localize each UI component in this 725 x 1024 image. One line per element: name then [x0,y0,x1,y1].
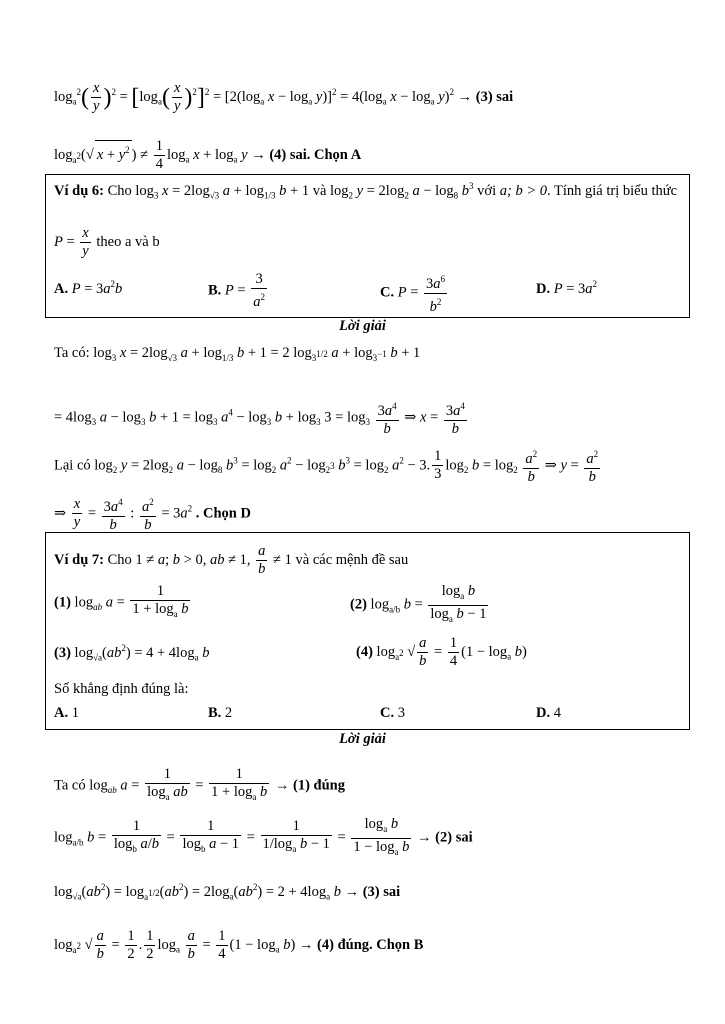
ex6-expression: P = $\frac{x}{y}$ theo a và b [54,225,160,259]
intro-result-3: → (3) sai [457,88,514,105]
sol6-line-2: = $4\log_3$ $a - \log_3 b + 1 = \log_3 a^4 - \log_3 b + \log_3 3 = \log_3$ $\frac{3a^4}{b}$ ⇒ x = $\frac{3a^4}{b}$ [54,398,469,438]
ex7-label: Ví dụ 7: [54,551,104,568]
sol7-line-3: $\log_{√a}(ab^2) = \log_{a^{1/2}}(ab^2) = 2\log_a(ab^2) = 2 + 4\log_a$ b → (3) sai [54,882,401,902]
intro-line-2: $\log_{a^2}(√$ $x + y^2$ ) ≠ $\frac{1}{4}$ $\log_a x + \log_a y \to (4)$ sai. Chọn A [54,138,362,172]
sol7-line-4: $\log_{a^2}$ √ $\frac{a}{b}$ = $\frac{1}{2}$ . $\frac{1}{2}$ $\log_a$ $\frac{a}{b}$ = $\frac{1}{4}$ $(1 - \log_a b) \to (4)$ đúng. Chọn B [54,928,424,962]
sol6-answer: . Chọn D [195,505,251,522]
ex7-option-d[interactable]: D. 4 [536,705,561,721]
sol7-result-4: → (4) đúng. Chọn B [298,936,424,953]
ex6-option-b[interactable]: B. P = $\frac{3}{a^2}$ [208,271,265,310]
example-7-box [45,532,690,730]
solution-7-title: Lời giải [339,731,386,747]
sol7-line-2: $\log_{a/b} b$ = $\frac{1}{\log_b a/b}$ = $\frac{1}{\log_b a - 1}$ = $\frac{1}{1/\log_a b - 1}$ = $\frac{\log_a b}{1 - \log_a b}$ → (2) sai [54,816,473,857]
ex6-option-d[interactable]: D. $P = 3a^2$ [536,279,598,297]
ex7-claim-3: (3) $\log_{√a}(ab^2) = 4 + 4\log_a$ b [54,643,210,663]
sol6-line-1: Ta có: $\log_3 x = 2\log_{√3}$ $a + \log_{1/3} b + 1 = 2$ $\log_{3^{1/2}} a + \log_{3^{-1}} b + 1$ [54,345,421,363]
solution-6-title: Lời giải [339,318,386,334]
intro-line-1: $\log_a^2$( $\frac{x}{y}$ )$^2 = [\log_a$( $\frac{x}{y}$ )$^2]^2 = [2(\log_a$ $x - \log_a y)]^2 = 4(\log_a$ $x - \log_a y)^2 \to (3)$ sai [54,80,514,114]
ex7-claim-2: (2) $\log_{a/b} b$ = $\frac{\log_a b}{\log_a b - 1}$ [350,583,487,624]
ex7-statement: Ví dụ 7: Cho 1 ≠ a; b > 0, ab ≠ 1, $\frac{a}{b}$ ≠ 1 và các mệnh đề sau [54,543,409,577]
ex7-claim-1: (1) $\log_{ab} a$ = $\frac{1}{1 + \log_a b}$ [54,583,189,619]
ex7-option-c[interactable]: C. 3 [380,705,405,721]
sol7-line-1: Ta có $\log_{ab} a$ = $\frac{1}{\log_a ab}$ = $\frac{1}{1 + \log_a b}$ → (1) đúng [54,766,345,802]
ex7-option-a[interactable]: A. 1 [54,705,79,721]
ex7-question: Số khẳng định đúng là: [54,681,189,697]
intro-result-4: → (4) sai. Chọn A [251,146,362,163]
ex6-label: Ví dụ 6: [54,182,104,199]
ex7-option-b[interactable]: B. 2 [208,705,233,721]
sol6-line-4: ⇒ $\frac{x}{y}$ = $\frac{3a^4}{b}$ : $\frac{a^2}{b}$ = $3a^2$ . Chọn D [54,494,251,534]
example-6-box [45,174,690,318]
ex6-option-a[interactable]: A. $P = 3a^2b$ [54,279,123,297]
sol6-line-3: Lại có $\log_2 y = 2\log_2$ $a - \log_8 b^3 = \log_2 a^2 - \log_{2^3} b^3 = \log_2 a^2 - 3$. $\frac{1}{3}$ $\log_2 b = \log_2$ $\frac{a^2}{b}$ ⇒ y = $\frac{a^2}{b}$ [54,446,602,486]
ex6-statement: Ví dụ 6: Cho $\log_3 x = 2\log_{√3}$ $a + \log_{1/3} b + 1$ và $\log_2 y = 2\log_2$ $a - \log_8 b^3$ với a; b > 0. Tính giá trị biểu thức [54,181,678,201]
ex6-option-c[interactable]: C. P = $\frac{3a^6}{b^2}$ [380,271,449,316]
ex7-claim-4: (4) $\log_{a^2}$ √ $\frac{a}{b}$ = $\frac{1}{4}$ $(1 - \log_a b)$ [356,635,527,669]
sol7-result-1: → (1) đúng [274,777,345,794]
sol7-result-2: → (2) sai [417,829,473,846]
sol7-result-3: → (3) sai [344,883,401,900]
